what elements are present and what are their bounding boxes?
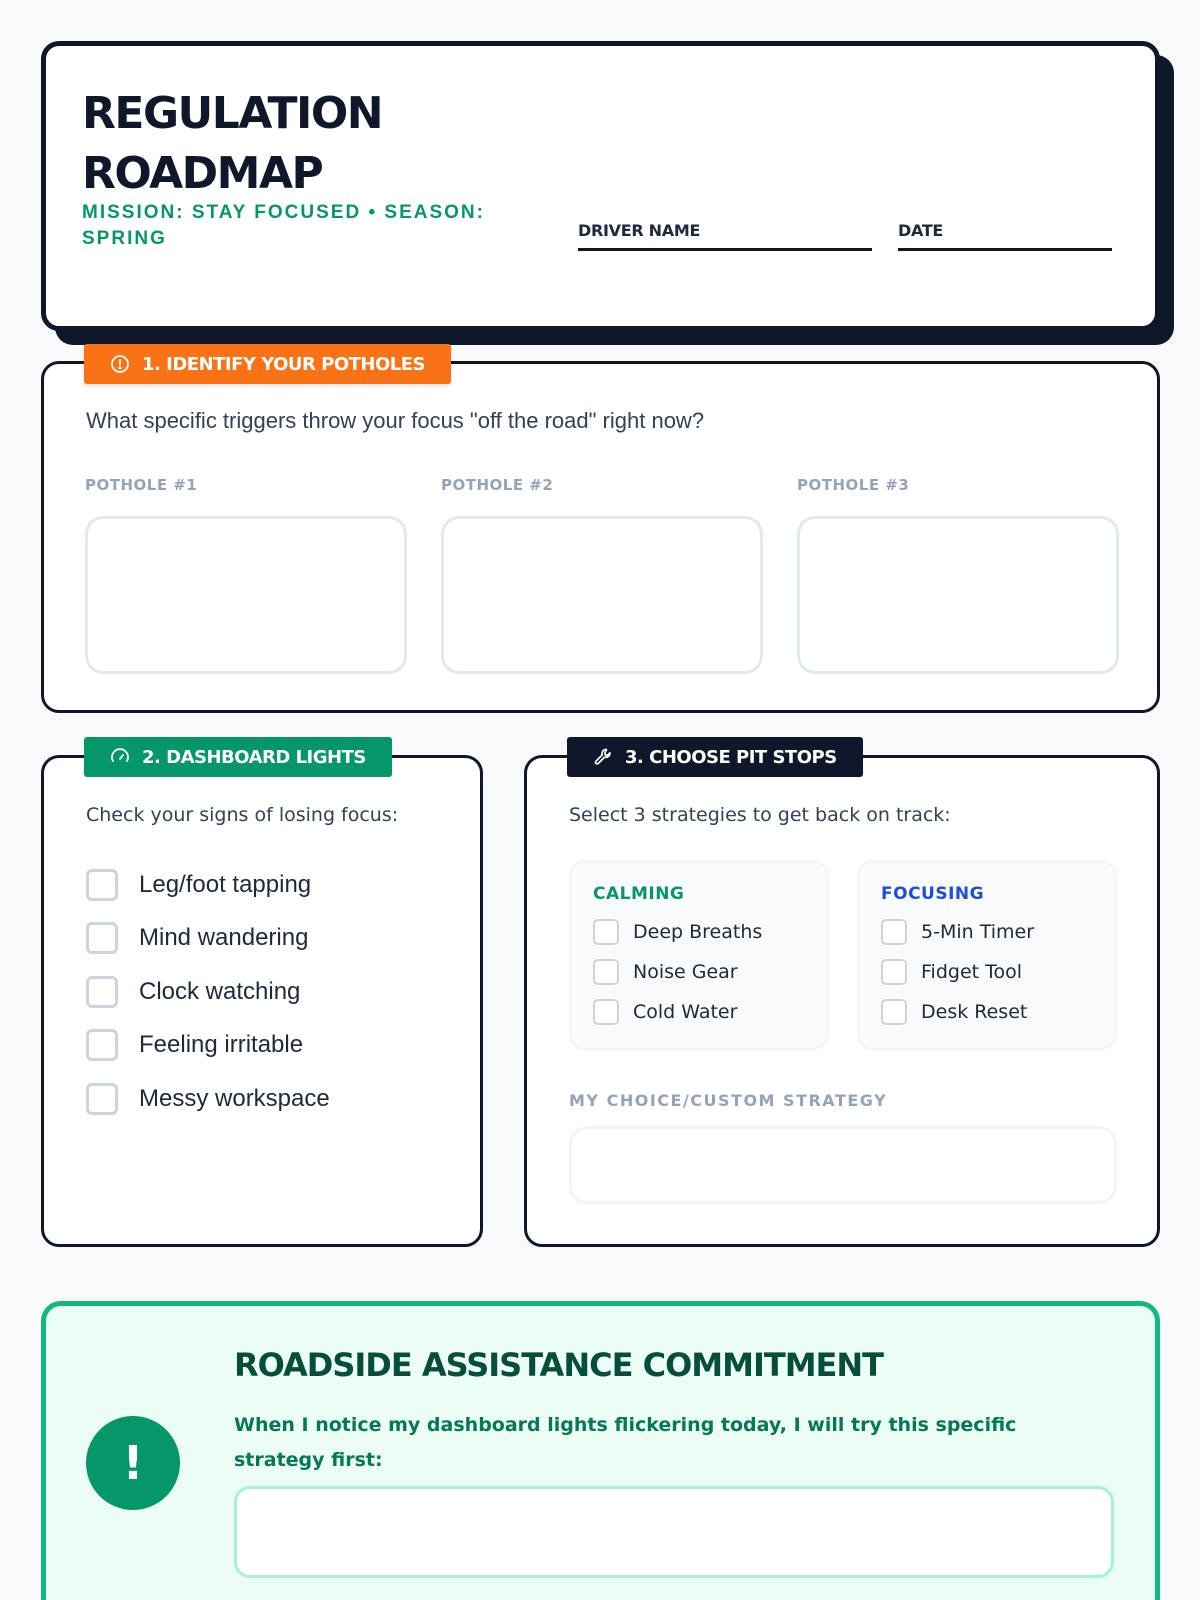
- potholes-tab: [84, 344, 451, 384]
- sign-label: Clock watching: [139, 977, 301, 1005]
- dashboard-tab: [84, 737, 392, 777]
- pothole-input[interactable]: [85, 516, 407, 674]
- gauge-icon: [110, 747, 130, 767]
- potholes-tab-label: 1. IDENTIFY YOUR POTHOLES: [142, 353, 426, 375]
- list-item[interactable]: [881, 952, 1093, 992]
- option-label: Cold Water: [633, 1001, 738, 1023]
- list-item[interactable]: [86, 965, 330, 1019]
- list-item[interactable]: [86, 912, 330, 966]
- list-item[interactable]: [86, 1072, 330, 1126]
- sign-label: Feeling irritable: [139, 1031, 304, 1059]
- driver-name-label: DRIVER NAME: [578, 221, 701, 240]
- checkbox[interactable]: [86, 922, 118, 954]
- list-item[interactable]: [593, 952, 805, 992]
- pothole-label: POTHOLE #3: [797, 476, 910, 494]
- list-item[interactable]: [86, 1019, 330, 1073]
- checkbox[interactable]: [86, 869, 118, 901]
- pitstops-tab-label: 3. CHOOSE PIT STOPS: [625, 746, 837, 768]
- pothole-label: POTHOLE #2: [441, 476, 554, 494]
- checkbox[interactable]: [86, 1083, 118, 1115]
- pothole-input[interactable]: [441, 516, 763, 674]
- dashboard-section: [41, 755, 483, 1247]
- pitstops-section: [524, 755, 1160, 1247]
- header-card: [41, 41, 1160, 331]
- driver-name-field[interactable]: [578, 217, 872, 251]
- pothole-label: POTHOLE #1: [85, 476, 198, 494]
- checkbox[interactable]: [881, 919, 907, 945]
- dashboard-tab-label: 2. DASHBOARD LIGHTS: [142, 746, 366, 768]
- custom-strategy-label: MY CHOICE/CUSTOM STRATEGY: [569, 1091, 888, 1110]
- signs-list: [86, 858, 330, 1126]
- date-label: DATE: [898, 221, 944, 240]
- commitment-text: When I notice my dashboard lights flickering today, I will try this specific strategy first:: [234, 1414, 1017, 1471]
- pothole-input[interactable]: [797, 516, 1119, 674]
- mission-subtitle: MISSION: STAY FOCUSED • SEASON: SPRING: [82, 202, 485, 249]
- dashboard-prompt: Check your signs of losing focus:: [86, 804, 399, 826]
- option-label: Deep Breaths: [633, 921, 763, 943]
- focusing-heading: FOCUSING: [881, 884, 985, 904]
- potholes-prompt: What specific triggers throw your focus "off the road" right now?: [86, 408, 705, 433]
- sign-label: Leg/foot tapping: [139, 870, 312, 898]
- alert-circle-icon: [110, 354, 130, 374]
- list-item[interactable]: [593, 912, 805, 952]
- checkbox[interactable]: [881, 959, 907, 985]
- list-item[interactable]: [593, 992, 805, 1032]
- checkbox[interactable]: [881, 999, 907, 1025]
- list-item[interactable]: [881, 912, 1093, 952]
- commitment-input[interactable]: [234, 1486, 1114, 1578]
- sign-label: Mind wandering: [139, 924, 309, 952]
- checkbox[interactable]: [593, 959, 619, 985]
- custom-strategy-input[interactable]: [569, 1126, 1117, 1204]
- wrench-icon: [593, 747, 613, 767]
- list-item[interactable]: [881, 992, 1093, 1032]
- option-label: 5-Min Timer: [921, 921, 1035, 943]
- checkbox[interactable]: [593, 999, 619, 1025]
- sign-label: Messy workspace: [139, 1084, 330, 1112]
- pothole-1: [85, 476, 407, 674]
- checkbox[interactable]: [86, 1029, 118, 1061]
- exclamation-icon: !: [86, 1416, 180, 1510]
- pothole-3: [797, 476, 1119, 674]
- calming-group: [569, 860, 829, 1050]
- list-item[interactable]: [86, 858, 330, 912]
- pitstops-tab: [567, 737, 863, 777]
- pitstops-prompt: Select 3 strategies to get back on track:: [569, 804, 951, 826]
- option-label: Noise Gear: [633, 961, 738, 983]
- focusing-group: [857, 860, 1117, 1050]
- potholes-section: [41, 361, 1160, 713]
- calming-heading: CALMING: [593, 884, 685, 904]
- commitment-section: [41, 1301, 1160, 1600]
- option-label: Desk Reset: [921, 1001, 1028, 1023]
- page-title: REGULATION ROADMAP: [82, 88, 383, 199]
- option-label: Fidget Tool: [921, 961, 1023, 983]
- pothole-2: [441, 476, 763, 674]
- checkbox[interactable]: [593, 919, 619, 945]
- commitment-title: ROADSIDE ASSISTANCE COMMITMENT: [234, 1346, 883, 1384]
- date-field[interactable]: [898, 217, 1112, 251]
- checkbox[interactable]: [86, 976, 118, 1008]
